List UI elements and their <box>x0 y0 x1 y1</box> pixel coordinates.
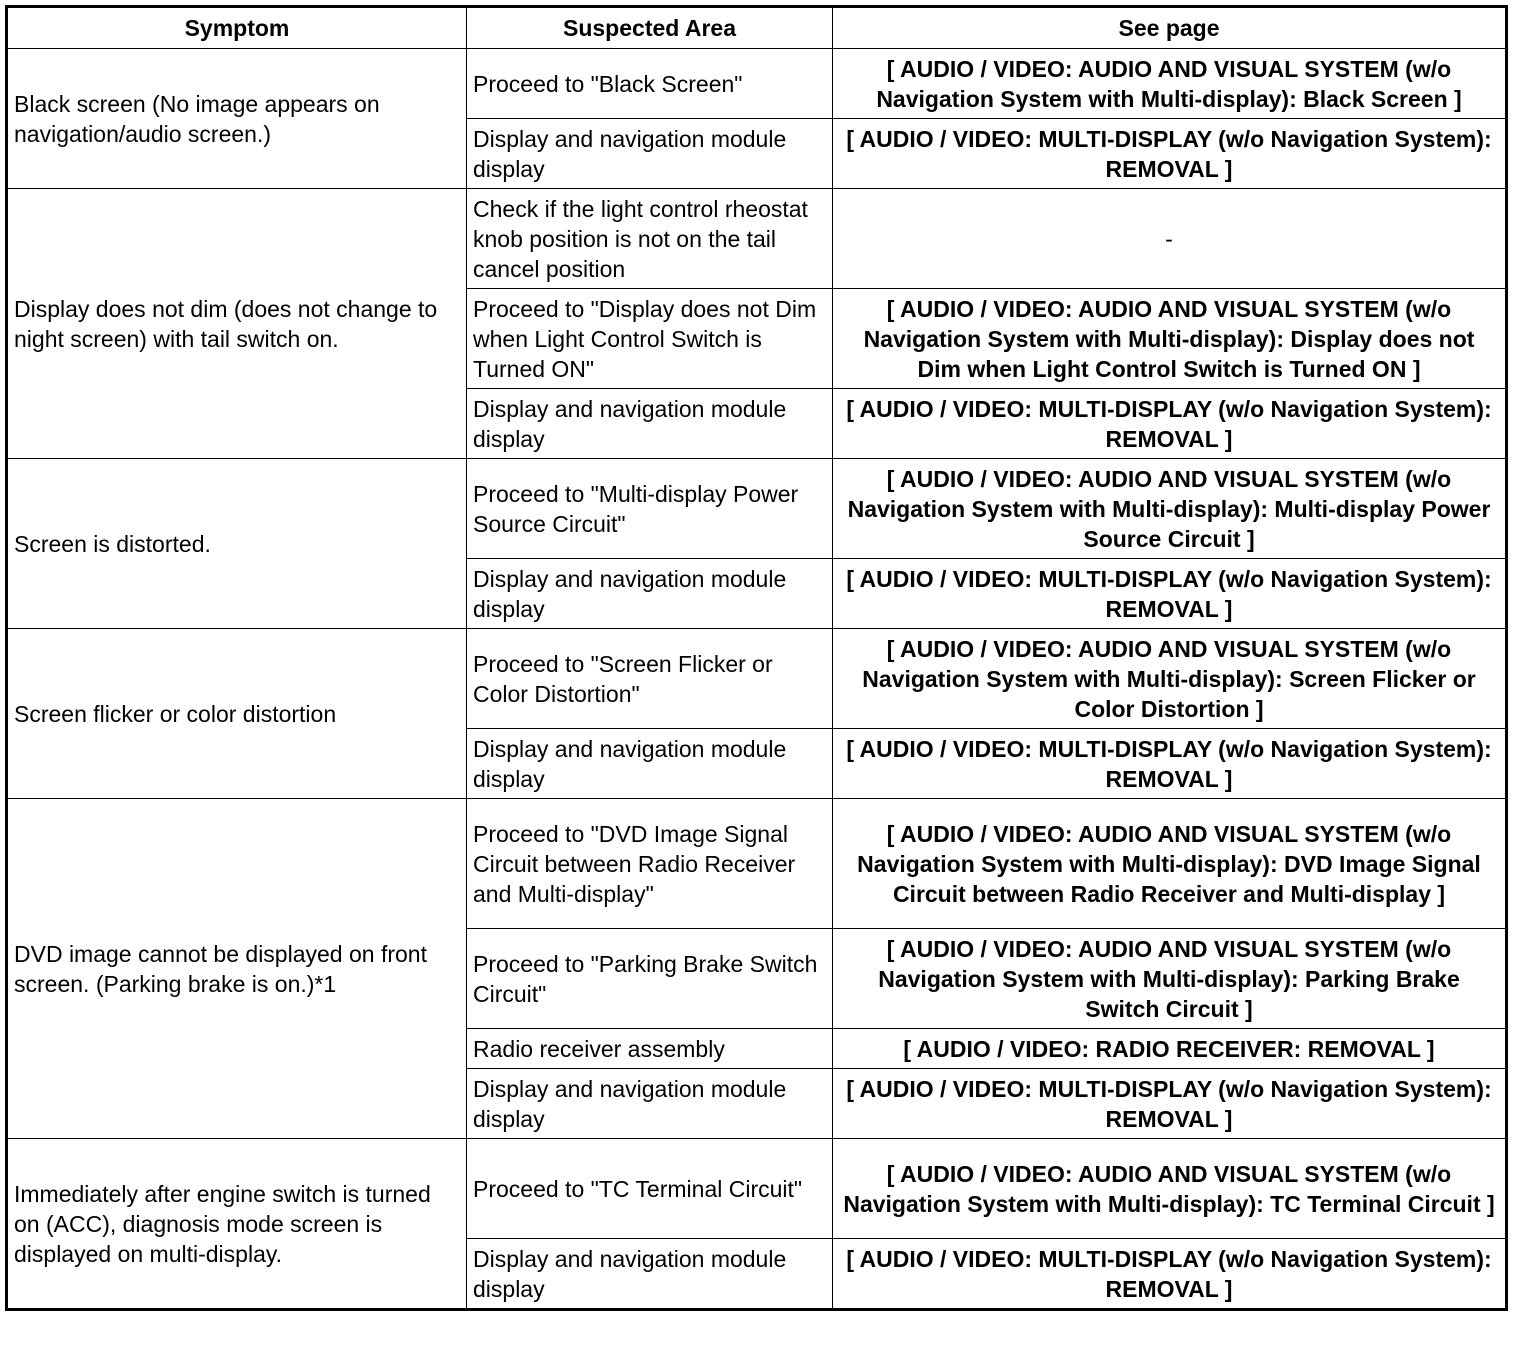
see-page-cell: - <box>833 189 1507 289</box>
see-page-link[interactable]: [ AUDIO / VIDEO: MULTI-DISPLAY (w/o Navigation System): REMOVAL ] <box>833 559 1507 629</box>
suspected-area-cell: Check if the light control rheostat knob position is not on the tail cancel position <box>467 189 833 289</box>
header-symptom: Symptom <box>7 7 467 49</box>
header-row <box>7 7 1507 49</box>
symptom-cell: Immediately after engine switch is turned on (ACC), diagnosis mode screen is displayed on multi-display. <box>7 1139 467 1310</box>
suspected-area-cell: Display and navigation module display <box>467 1239 833 1310</box>
suspected-area-cell: Display and navigation module display <box>467 559 833 629</box>
see-page-link[interactable]: [ AUDIO / VIDEO: MULTI-DISPLAY (w/o Navigation System): REMOVAL ] <box>833 1239 1507 1310</box>
see-page-link[interactable]: [ AUDIO / VIDEO: AUDIO AND VISUAL SYSTEM (w/o Navigation System with Multi-display): Display does not Dim when Light Control Switch is Turned ON ] <box>833 289 1507 389</box>
see-page-link[interactable]: [ AUDIO / VIDEO: AUDIO AND VISUAL SYSTEM (w/o Navigation System with Multi-display): Multi-display Power Source Circuit ] <box>833 459 1507 559</box>
symptom-cell: DVD image cannot be displayed on front screen. (Parking brake is on.)*1 <box>7 799 467 1139</box>
suspected-area-cell: Proceed to "DVD Image Signal Circuit between Radio Receiver and Multi-display" <box>467 799 833 929</box>
symptom-cell: Black screen (No image appears on navigation/audio screen.) <box>7 49 467 189</box>
suspected-area-cell: Display and navigation module display <box>467 389 833 459</box>
table-row <box>7 1139 1507 1239</box>
see-page-link[interactable]: [ AUDIO / VIDEO: AUDIO AND VISUAL SYSTEM (w/o Navigation System with Multi-display): Black Screen ] <box>833 49 1507 119</box>
see-page-link[interactable]: [ AUDIO / VIDEO: RADIO RECEIVER: REMOVAL ] <box>833 1029 1507 1069</box>
suspected-area-cell: Display and navigation module display <box>467 119 833 189</box>
suspected-area-cell: Radio receiver assembly <box>467 1029 833 1069</box>
suspected-area-cell: Proceed to "Multi-display Power Source Circuit" <box>467 459 833 559</box>
suspected-area-cell: Proceed to "Black Screen" <box>467 49 833 119</box>
troubleshooting-table-wrapper <box>5 5 1508 1311</box>
symptom-cell: Screen flicker or color distortion <box>7 629 467 799</box>
see-page-link[interactable]: [ AUDIO / VIDEO: AUDIO AND VISUAL SYSTEM (w/o Navigation System with Multi-display): TC Terminal Circuit ] <box>833 1139 1507 1239</box>
see-page-link[interactable]: [ AUDIO / VIDEO: MULTI-DISPLAY (w/o Navigation System): REMOVAL ] <box>833 729 1507 799</box>
suspected-area-cell: Display and navigation module display <box>467 729 833 799</box>
troubleshooting-table <box>5 5 1508 1311</box>
see-page-link[interactable]: [ AUDIO / VIDEO: AUDIO AND VISUAL SYSTEM (w/o Navigation System with Multi-display): DVD Image Signal Circuit between Radio Receiver and Multi-display ] <box>833 799 1507 929</box>
see-page-link[interactable]: [ AUDIO / VIDEO: MULTI-DISPLAY (w/o Navigation System): REMOVAL ] <box>833 389 1507 459</box>
table-row <box>7 49 1507 119</box>
suspected-area-cell: Proceed to "Display does not Dim when Light Control Switch is Turned ON" <box>467 289 833 389</box>
suspected-area-cell: Display and navigation module display <box>467 1069 833 1139</box>
symptom-cell: Screen is distorted. <box>7 459 467 629</box>
see-page-link[interactable]: [ AUDIO / VIDEO: MULTI-DISPLAY (w/o Navigation System): REMOVAL ] <box>833 119 1507 189</box>
suspected-area-cell: Proceed to "TC Terminal Circuit" <box>467 1139 833 1239</box>
header-see-page: See page <box>833 7 1507 49</box>
table-row <box>7 459 1507 559</box>
see-page-link[interactable]: [ AUDIO / VIDEO: AUDIO AND VISUAL SYSTEM (w/o Navigation System with Multi-display): Parking Brake Switch Circuit ] <box>833 929 1507 1029</box>
table-row <box>7 189 1507 289</box>
table-row <box>7 629 1507 729</box>
see-page-link[interactable]: [ AUDIO / VIDEO: AUDIO AND VISUAL SYSTEM (w/o Navigation System with Multi-display): Screen Flicker or Color Distortion ] <box>833 629 1507 729</box>
suspected-area-cell: Proceed to "Screen Flicker or Color Distortion" <box>467 629 833 729</box>
suspected-area-cell: Proceed to "Parking Brake Switch Circuit" <box>467 929 833 1029</box>
symptom-cell: Display does not dim (does not change to night screen) with tail switch on. <box>7 189 467 459</box>
table-row <box>7 799 1507 929</box>
header-suspected-area: Suspected Area <box>467 7 833 49</box>
see-page-link[interactable]: [ AUDIO / VIDEO: MULTI-DISPLAY (w/o Navigation System): REMOVAL ] <box>833 1069 1507 1139</box>
